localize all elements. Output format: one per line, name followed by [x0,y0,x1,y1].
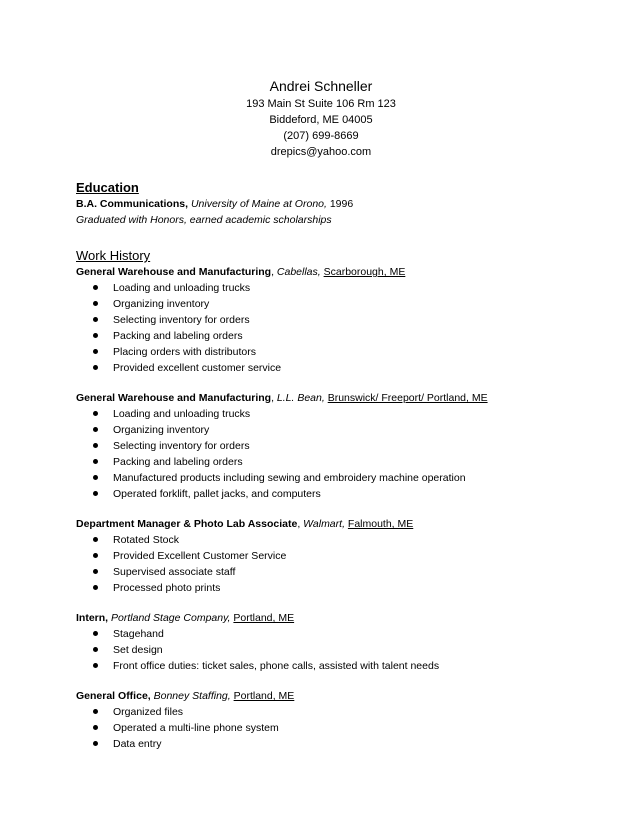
job-list [76,264,576,752]
job-title: General Warehouse and Manufacturing [76,392,272,404]
bullet-icon [93,333,98,338]
duty-item [76,406,576,422]
bullet-icon [93,491,98,496]
duty-text: Provided Excellent Customer Service [113,550,287,562]
bullet-icon [93,569,98,574]
duty-item [76,642,576,658]
job-company: Cabellas, [276,266,321,278]
duty-item [76,312,576,328]
bullet-icon [93,301,98,306]
bullet-icon [93,553,98,558]
bullet-icon [93,411,98,416]
job-location: Portland, ME [233,690,295,702]
duty-list [76,532,576,596]
duty-text: Placing orders with distributors [113,346,256,358]
duty-text: Processed photo prints [113,582,221,594]
duty-text: Data entry [113,738,162,750]
job-location: Falmouth, ME [347,518,414,530]
duty-item [76,470,576,486]
duty-item [76,580,576,596]
job-header-line: General Warehouse and Manufacturing, L.L. Bean, Brunswick/ Freeport/ Portland, ME [76,392,488,404]
duty-text: Packing and labeling orders [113,456,243,468]
duty-text: Organizing inventory [113,298,210,310]
duty-item [76,438,576,454]
duty-text: Selecting inventory for orders [113,314,250,326]
duty-item [76,454,576,470]
job-entry [76,264,576,376]
duty-text: Selecting inventory for orders [113,440,250,452]
duty-text: Organized files [113,706,184,718]
bullet-icon [93,317,98,322]
job-header-line: General Warehouse and Manufacturing, Cabellas, Scarborough, ME [76,266,406,278]
education-note: Graduated with Honors, earned academic scholarships [76,214,332,226]
bullet-icon [93,663,98,668]
duty-text: Provided excellent customer service [113,362,282,374]
job-entry [76,390,576,502]
duty-item [76,548,576,564]
job-location: Brunswick/ Freeport/ Portland, ME [327,392,488,404]
duty-text: Organizing inventory [113,424,210,436]
bullet-icon [93,741,98,746]
duty-item [76,422,576,438]
resume-header [76,76,566,160]
duty-item [76,344,576,360]
job-entry [76,688,576,752]
street-address: 193 Main St Suite 106 Rm 123 [246,98,396,110]
bullet-icon [93,475,98,480]
duty-item [76,658,576,674]
duty-list [76,626,576,674]
duty-text: Manufactured products including sewing and embroidery machine operation [113,472,466,484]
duty-item [76,736,576,752]
email-address: drepics@yahoo.com [270,146,372,158]
job-company: L.L. Bean, [276,392,325,404]
duty-item [76,360,576,376]
duty-text: Operated a multi-line phone system [113,722,279,734]
bullet-icon [93,725,98,730]
job-company: Portland Stage Company, [111,612,231,624]
job-title: Department Manager & Photo Lab Associate [76,518,298,530]
duty-item [76,280,576,296]
duty-item [76,564,576,580]
bullet-icon [93,365,98,370]
bullet-icon [93,459,98,464]
bullet-icon [93,585,98,590]
job-company: Walmart, [303,518,345,530]
duty-text: Packing and labeling orders [113,330,243,342]
job-entry [76,516,576,596]
job-location: Portland, ME [233,612,295,624]
duty-item [76,720,576,736]
duty-text: Stagehand [113,628,164,640]
bullet-icon [93,631,98,636]
duty-list [76,406,576,502]
bullet-icon [93,537,98,542]
bullet-icon [93,285,98,290]
work-history-heading: Work History [76,248,151,263]
duty-item [76,626,576,642]
duty-text: Loading and unloading trucks [113,282,251,294]
duty-text: Loading and unloading trucks [113,408,251,420]
job-header-line [76,610,576,626]
city-state-zip: Biddeford, ME 04005 [269,114,373,126]
duty-item [76,486,576,502]
candidate-name: Andrei Schneller [269,78,373,94]
bullet-icon [93,427,98,432]
duty-list [76,280,576,376]
bullet-icon [93,647,98,652]
education-section [76,180,576,228]
resume-page [76,76,576,752]
phone-number: (207) 699-8669 [283,130,359,142]
duty-text: Supervised associate staff [113,566,236,578]
job-title: Intern, [76,612,109,624]
duty-item [76,296,576,312]
duty-list [76,704,576,752]
duty-text: Operated forklift, pallet jacks, and computers [113,488,321,500]
bullet-icon [93,349,98,354]
bullet-icon [93,443,98,448]
duty-text: Front office duties: ticket sales, phone calls, assisted with talent needs [113,660,440,672]
job-header-line [76,688,576,704]
job-entry [76,610,576,674]
graduation-year: 1996 [329,198,354,210]
duty-item [76,328,576,344]
school: University of Maine at Orono, [190,198,327,210]
duty-item [76,532,576,548]
job-location: Scarborough, ME [323,266,406,278]
bullet-icon [93,709,98,714]
job-header-line: Department Manager & Photo Lab Associate, Walmart, Falmouth, ME [76,518,414,530]
degree-line [76,196,576,212]
degree: B.A. Communications, [76,198,189,210]
education-heading: Education [76,180,139,195]
job-title: General Office, [76,690,151,702]
job-title: General Warehouse and Manufacturing [76,266,272,278]
duty-item [76,704,576,720]
work-history-section [76,248,576,752]
job-company: Bonney Staffing, [153,690,231,702]
duty-text: Rotated Stock [113,534,179,546]
duty-text: Set design [113,644,163,656]
